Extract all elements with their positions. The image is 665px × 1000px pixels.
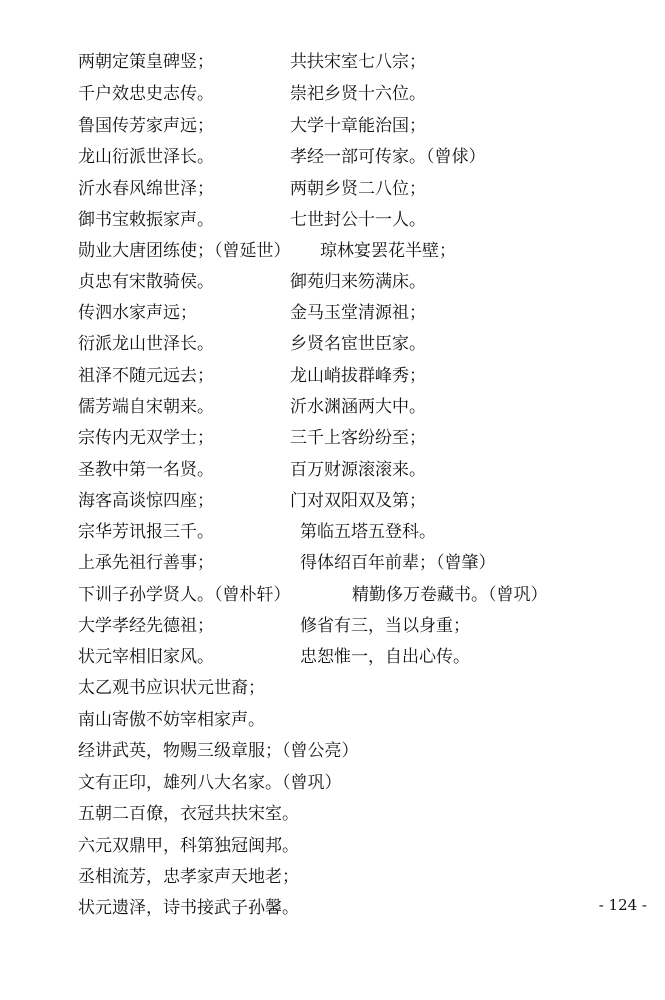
couplet-left: 御书宝敕振家声。 [78, 210, 214, 230]
couplet-right: 共扶宋室七八宗； [290, 52, 426, 72]
couplet-right: 御苑归来笏满床。 [290, 272, 426, 292]
couplet-right: 忠恕惟一，自出心传。 [300, 647, 470, 667]
couplet-left: 鲁国传芳家声远； [78, 116, 214, 136]
couplet-left: 勋业大唐团练使；（曾延世） [78, 241, 291, 261]
couplet-left: 贞忠有宋散骑侯。 [78, 272, 214, 292]
couplet-left: 状元宰相旧家风。 [78, 647, 214, 667]
full-line-text: 经讲武英，物赐三级章服；（曾公亮） [78, 741, 359, 761]
couplet-left: 沂水春风绵世泽； [78, 179, 214, 199]
full-line-text: 五朝二百僚，衣冠共扶宋室。 [78, 804, 299, 824]
couplet-left: 宗传内无双学士； [78, 428, 214, 448]
couplet-right: 孝经一部可传家。（曾俅） [290, 147, 486, 167]
couplet-right: 精勤侈万卷藏书。（曾巩） [352, 585, 548, 605]
full-line-text: 太乙观书应识状元世裔； [78, 678, 265, 698]
couplet-right: 修省有三，当以身重； [300, 616, 470, 636]
couplet-right: 百万财源滚滚来。 [290, 460, 426, 480]
couplet-left: 宗华芳讯报三千。 [78, 522, 214, 542]
couplet-right: 第临五塔五登科。 [300, 522, 436, 542]
couplet-right: 门对双阳双及第； [290, 491, 426, 511]
couplet-right: 得体绍百年前辈；（曾肇） [300, 553, 496, 573]
couplet-left: 大学孝经先德祖； [78, 616, 214, 636]
couplet-right: 七世封公十一人。 [290, 210, 426, 230]
couplet-right: 金马玉堂清源祖； [290, 303, 426, 323]
couplet-left: 传泗水家声远； [78, 303, 197, 323]
couplet-left: 儒芳端自宋朝来。 [78, 397, 214, 417]
couplet-right: 崇祀乡贤十六位。 [290, 84, 426, 104]
full-line-text: 南山寄傲不妨宰相家声。 [78, 710, 265, 730]
couplet-right: 乡贤名宦世臣家。 [290, 334, 426, 354]
full-line-text: 文有正印，雄列八大名家。（曾巩） [78, 773, 342, 793]
couplet-right: 大学十章能治国； [290, 116, 426, 136]
couplet-left: 上承先祖行善事； [78, 553, 214, 573]
couplet-left: 龙山衍派世泽长。 [78, 147, 214, 167]
couplet-left: 衍派龙山世泽长。 [78, 334, 214, 354]
couplet-left: 圣教中第一名贤。 [78, 460, 214, 480]
couplet-left: 千户效忠史志传。 [78, 84, 214, 104]
page-number: - 124 - [598, 896, 647, 914]
couplet-right: 沂水渊涵两大中。 [290, 397, 426, 417]
couplet-left: 祖泽不随元远去； [78, 366, 214, 386]
full-line-text: 状元遗泽，诗书接武子孙馨。 [78, 898, 299, 918]
couplet-left: 两朝定策皇碑竖； [78, 52, 214, 72]
full-line-text: 丞相流芳，忠孝家声天地老； [78, 867, 299, 887]
couplet-left: 海客高谈惊四座； [78, 491, 214, 511]
couplet-right: 琼林宴罢花半壁； [320, 241, 456, 261]
couplet-right: 两朝乡贤二八位； [290, 179, 426, 199]
couplet-left: 下训子孙学贤人。（曾朴轩） [78, 585, 291, 605]
couplet-right: 龙山峭拔群峰秀； [290, 366, 426, 386]
couplet-right: 三千上客纷纷至； [290, 428, 426, 448]
full-line-text: 六元双鼎甲，科第独冠闽邦。 [78, 836, 299, 856]
